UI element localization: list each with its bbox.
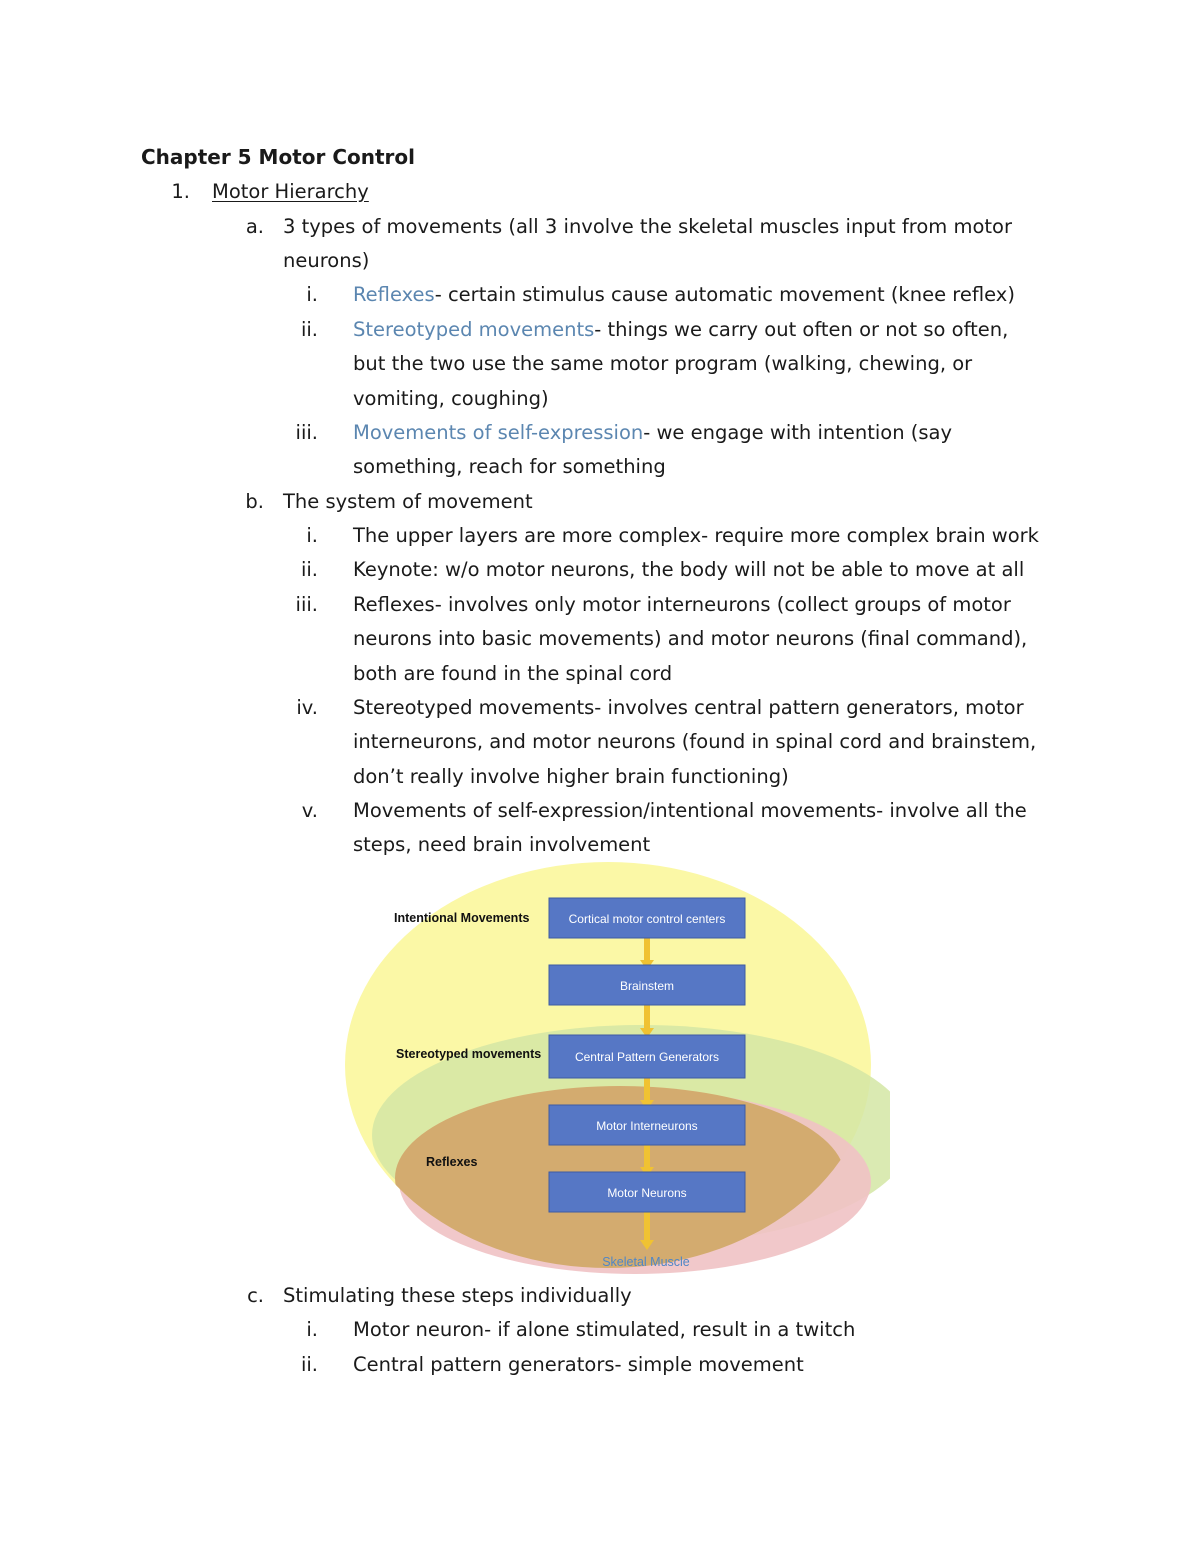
box-cortical-motor-control-centers [549,898,745,938]
list-marker-b-v: v. [301,799,318,822]
list-marker-a: a. [245,215,264,238]
item-b-iii-line2: neurons into basic movements) and motor neurons (final command), [353,627,1028,650]
list-marker-b-iv: iv. [296,696,318,719]
list-marker-a-iii: iii. [295,421,318,444]
item-a-ii-line3: vomiting, coughing) [353,387,549,410]
list-marker-c-i: i. [306,1318,318,1341]
list-marker-b-i: i. [306,524,318,547]
box-central-pattern-generators [549,1035,745,1078]
item-c-ii-line1: Central pattern generators- simple movement [353,1353,804,1376]
term-reflexes: Reflexes [353,283,435,306]
list-marker-a-i: i. [306,283,318,306]
item-a-i-line1 [353,283,1015,307]
motor-hierarchy-diagram [330,860,890,1280]
box-label-interneurons: Motor Interneurons [596,1119,698,1133]
term-movements-of-self-expression: Movements of self-expression [353,421,644,444]
item-b-iv-line1: Stereotyped movements- involves central pattern generators, motor [353,696,1024,719]
box-label-motor-neurons: Motor Neurons [607,1186,687,1200]
item-b-v-line1: Movements of self-expression/intentional movements- involve all the [353,799,1027,822]
item-a-iii-line2: something, reach for something [353,455,666,478]
item-c-heading: Stimulating these steps individually [283,1284,632,1307]
item-b-ii-line1: Keynote: w/o motor neurons, the body will not be able to move at all [353,558,1025,581]
item-b-heading: The system of movement [283,490,533,513]
zone-label-intentional: Intentional Movements [394,911,530,925]
list-marker-1: 1. [171,180,190,203]
endpoint-skeletal-muscle: Skeletal Muscle [602,1255,690,1269]
term-stereotyped-movements: Stereotyped movements [353,318,595,341]
item-a-iii-line1 [353,421,952,445]
box-motor-neurons [549,1172,745,1212]
item-b-iv-line2: interneurons, and motor neurons (found in spinal cord and brainstem, [353,730,1037,753]
box-label-cortical: Cortical motor control centers [568,912,726,926]
item-b-i-line1: The upper layers are more complex- require more complex brain work [353,524,1039,547]
zone-label-stereotyped: Stereotyped movements [396,1047,542,1061]
list-marker-c-ii: ii. [300,1353,318,1376]
list-marker-b-iii: iii. [295,593,318,616]
list-marker-b-ii: ii. [300,558,318,581]
list-marker-a-ii: ii. [300,318,318,341]
list-marker-b: b. [245,490,264,513]
box-label-brainstem: Brainstem [619,979,675,993]
item-b-iii-line3: both are found in the spinal cord [353,662,673,685]
item-b-v-line2: steps, need brain involvement [353,833,651,856]
list-marker-c: c. [247,1284,264,1307]
item-a-iii-rest: - we engage with intention (say [643,421,953,444]
box-brainstem [549,965,745,1005]
box-label-cpg: Central Pattern Generators [574,1050,720,1064]
item-b-iii-line1: Reflexes- involves only motor interneurons (collect groups of motor [353,593,1011,616]
item-b-iv-line3: don’t really involve higher brain functioning) [353,765,789,788]
item-a-ii-line1 [353,318,1008,342]
item-a-line2: neurons) [283,249,370,272]
item-c-i-line1: Motor neuron- if alone stimulated, result in a twitch [353,1318,856,1341]
section-heading-motor-hierarchy: Motor Hierarchy [212,180,369,203]
item-a-line1: 3 types of movements (all 3 involve the skeletal muscles input from motor [283,215,1012,238]
item-a-ii-rest: - things we carry out often or not so often, [594,318,1009,341]
box-motor-interneurons [549,1105,745,1145]
page-title: Chapter 5 Motor Control [141,145,416,169]
zone-label-reflexes: Reflexes [426,1155,478,1169]
item-a-ii-line2: but the two use the same motor program (walking, chewing, or [353,352,973,375]
item-a-i-rest: - certain stimulus cause automatic movement (knee reflex) [434,283,1015,306]
